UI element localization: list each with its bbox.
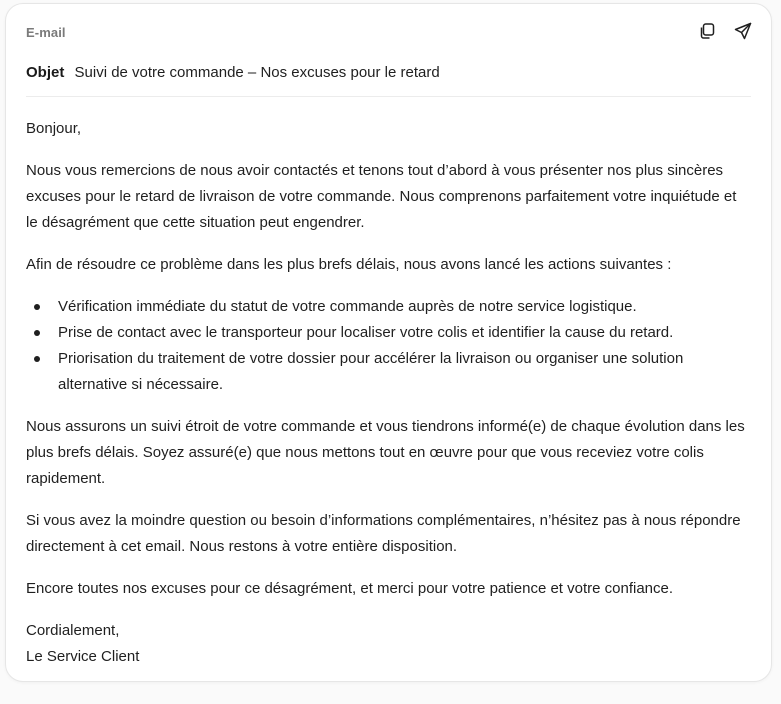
send-icon	[734, 22, 752, 40]
list-item: Priorisation du traitement de votre dossier pour accélérer la livraison ou organiser une solution alternative si nécessaire.	[58, 346, 751, 398]
list-item: Prise de contact avec le transporteur pour localiser votre colis et identifier la cause du retard.	[58, 320, 751, 346]
email-card	[5, 3, 772, 682]
body-paragraph: Afin de résoudre ce problème dans les plus brefs délais, nous avons lancé les actions suivantes :	[26, 256, 672, 273]
body-paragraph: Encore toutes nos excuses pour ce désagrément, et merci pour votre patience et votre confiance.	[26, 580, 674, 597]
email-header	[26, 4, 751, 97]
subject-text: Suivi de votre commande – Nos excuses pour le retard	[74, 64, 440, 81]
subject-label: Objet	[26, 64, 65, 81]
email-kind-label: E-mail	[26, 25, 66, 40]
copy-button[interactable]	[696, 20, 718, 42]
closing: Cordialement,	[26, 622, 120, 639]
signature: Le Service Client	[26, 648, 140, 665]
email-body	[26, 116, 751, 670]
body-paragraph: Si vous avez la moindre question ou besoin d’informations complémentaires, n’hésitez pas à nous répondre directement à cet email. Nous restons à votre entière disposition.	[26, 512, 741, 555]
list-item: Vérification immédiate du statut de votre commande auprès de notre service logistique.	[58, 294, 751, 320]
actions-list	[26, 294, 751, 398]
copy-icon	[698, 22, 716, 40]
subject-row	[26, 64, 440, 82]
send-button[interactable]	[732, 20, 754, 42]
header-actions	[696, 20, 754, 42]
greeting: Bonjour,	[26, 120, 82, 137]
signoff	[26, 618, 751, 670]
body-paragraph: Nous vous remercions de nous avoir contactés et tenons tout d’abord à vous présenter nos plus sincères excuses pour le retard de livraison de votre commande. Nous comprenons parfaitement votre inquiétude et le désagrément que cette situation peut engendrer.	[26, 162, 737, 231]
body-paragraph: Nous assurons un suivi étroit de votre commande et vous tiendrons informé(e) de chaque évolution dans les plus brefs délais. Soyez assuré(e) que nous mettons tout en œuvre pour que vous receviez votre colis rapidement.	[26, 418, 745, 487]
